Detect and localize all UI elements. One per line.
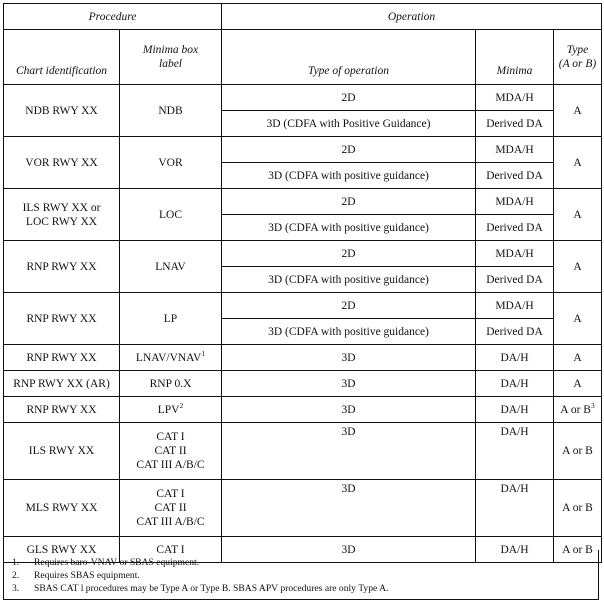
minima-header: Minima bbox=[476, 30, 554, 85]
footnote-number: 3. bbox=[12, 583, 20, 594]
type-cell: A bbox=[554, 293, 602, 345]
table-row bbox=[4, 241, 602, 267]
chart-id-cell: ILS RWY XX bbox=[4, 423, 120, 480]
minima-cell: MDA/H bbox=[476, 241, 554, 267]
minima-label-text: LPV bbox=[157, 403, 180, 416]
footnote-ref: 3 bbox=[590, 400, 595, 410]
minima-cell: MDA/H bbox=[476, 137, 554, 163]
operation-cell: 3D (CDFA with Positive Guidance) bbox=[222, 111, 476, 137]
minima-cell: Derived DA bbox=[476, 319, 554, 345]
footnote bbox=[4, 582, 598, 595]
minima-label-cell: LOC bbox=[120, 189, 222, 241]
minima-cell: DA/H bbox=[476, 537, 554, 563]
minima-label-line: CAT II bbox=[154, 445, 187, 457]
operation-cell: 3D bbox=[222, 423, 476, 480]
type-of-operation-header: Type of operation bbox=[222, 30, 476, 85]
operation-cell: 3D (CDFA with positive guidance) bbox=[222, 163, 476, 189]
chart-id-line2: LOC RWY XX bbox=[25, 215, 98, 228]
minima-label-line: CAT III A/B/C bbox=[136, 459, 205, 471]
table-row bbox=[4, 345, 602, 371]
chart-id-cell: RNP RWY XX bbox=[4, 345, 120, 371]
minima-label-cell: NDB bbox=[120, 85, 222, 137]
type-cell bbox=[554, 397, 602, 423]
type-cell: A or B bbox=[554, 480, 602, 537]
chart-identification-header: Chart identification bbox=[4, 30, 120, 85]
operation-cell: 3D bbox=[222, 345, 476, 371]
header-row-top bbox=[4, 4, 602, 30]
chart-id-cell: MLS RWY XX bbox=[4, 480, 120, 537]
table-row bbox=[4, 85, 602, 111]
table-row bbox=[4, 423, 602, 480]
header-row-sub bbox=[4, 30, 602, 85]
table-row bbox=[4, 189, 602, 215]
chart-id-cell bbox=[4, 189, 120, 241]
chart-id-cell: VOR RWY XX bbox=[4, 137, 120, 189]
type-cell: A bbox=[554, 241, 602, 293]
type-cell: A or B bbox=[554, 423, 602, 480]
type-cell: A bbox=[554, 345, 602, 371]
minima-label-cell bbox=[120, 397, 222, 423]
operation-cell: 2D bbox=[222, 241, 476, 267]
chart-id-cell: RNP RWY XX (AR) bbox=[4, 371, 120, 397]
minima-cell: DA/H bbox=[476, 345, 554, 371]
minima-cell: MDA/H bbox=[476, 189, 554, 215]
operation-cell: 3D bbox=[222, 397, 476, 423]
operation-cell: 3D (CDFA with positive guidance) bbox=[222, 319, 476, 345]
footnote bbox=[4, 556, 598, 569]
chart-id-cell: RNP RWY XX bbox=[4, 397, 120, 423]
footnote-ref: 1 bbox=[201, 348, 206, 358]
minima-label-cell: LNAV bbox=[120, 241, 222, 293]
footnote-ref: 2 bbox=[179, 400, 184, 410]
table-row bbox=[4, 371, 602, 397]
table-row bbox=[4, 480, 602, 537]
minima-cell: MDA/H bbox=[476, 85, 554, 111]
minima-label-cell bbox=[120, 480, 222, 537]
footnote-text: Requires SBAS equipment. bbox=[34, 570, 140, 581]
operation-cell: 2D bbox=[222, 85, 476, 111]
footnote-text: Requires baro-VNAV or SBAS equipment. bbox=[34, 557, 200, 568]
chart-id-cell: RNP RWY XX bbox=[4, 241, 120, 293]
minima-cell: DA/H bbox=[476, 397, 554, 423]
operation-cell: 3D bbox=[222, 537, 476, 563]
operation-cell: 2D bbox=[222, 293, 476, 319]
operation-cell: 3D bbox=[222, 480, 476, 537]
operation-cell: 2D bbox=[222, 137, 476, 163]
type-text: A or B bbox=[560, 403, 591, 416]
minima-label-line: CAT III A/B/C bbox=[136, 516, 205, 528]
minima-label-cell: VOR bbox=[120, 137, 222, 189]
chart-id-line1: ILS RWY XX or bbox=[22, 201, 101, 214]
minima-label-cell: LP bbox=[120, 293, 222, 345]
operation-cell: 2D bbox=[222, 189, 476, 215]
minima-cell: Derived DA bbox=[476, 267, 554, 293]
type-cell: A bbox=[554, 189, 602, 241]
type-cell: A bbox=[554, 137, 602, 189]
footnote bbox=[4, 569, 598, 582]
minima-label-line: CAT II bbox=[154, 502, 187, 514]
operation-cell: 3D (CDFA with positive guidance) bbox=[222, 267, 476, 293]
type-header-line2: (A or B) bbox=[558, 58, 597, 70]
minima-label-line: CAT I bbox=[156, 431, 185, 443]
minima-cell: DA/H bbox=[476, 371, 554, 397]
procedure-operation-table bbox=[3, 3, 602, 563]
footnotes bbox=[3, 550, 599, 600]
type-cell: A bbox=[554, 85, 602, 137]
footnote-text: SBAS CAT l procedures may be Type A or Type B. SBAS APV procedures are only Type A. bbox=[34, 583, 389, 594]
footnote-number: 2. bbox=[12, 570, 20, 581]
minima-cell: Derived DA bbox=[476, 163, 554, 189]
chart-id-cell: RNP RWY XX bbox=[4, 293, 120, 345]
operation-cell: 3D bbox=[222, 371, 476, 397]
footnote-number: 1. bbox=[12, 557, 20, 568]
table-row bbox=[4, 137, 602, 163]
minima-cell: MDA/H bbox=[476, 293, 554, 319]
minima-box-label-header bbox=[120, 30, 222, 85]
minima-cell: Derived DA bbox=[476, 111, 554, 137]
minima-label-text: LNAV/VNAV bbox=[135, 351, 202, 364]
minima-cell: DA/H bbox=[476, 423, 554, 480]
minima-box-label-line1: Minima box bbox=[142, 44, 199, 56]
type-header-line1: Type bbox=[566, 44, 589, 56]
operation-cell: 3D (CDFA with positive guidance) bbox=[222, 215, 476, 241]
table-row bbox=[4, 293, 602, 319]
type-header bbox=[554, 30, 602, 85]
minima-cell: Derived DA bbox=[476, 215, 554, 241]
operation-header: Operation bbox=[222, 4, 602, 30]
minima-label-cell: CAT I bbox=[120, 537, 222, 563]
type-cell: A bbox=[554, 371, 602, 397]
procedure-header: Procedure bbox=[4, 4, 222, 30]
minima-label-cell bbox=[120, 345, 222, 371]
minima-label-cell bbox=[120, 423, 222, 480]
minima-label-cell: RNP 0.X bbox=[120, 371, 222, 397]
minima-label-line: CAT I bbox=[156, 488, 185, 500]
chart-id-cell: GLS RWY XX bbox=[4, 537, 120, 563]
type-cell: A or B bbox=[554, 537, 602, 563]
table-row bbox=[4, 397, 602, 423]
minima-box-label-line2: label bbox=[159, 58, 182, 70]
minima-cell: DA/H bbox=[476, 480, 554, 537]
chart-id-cell: NDB RWY XX bbox=[4, 85, 120, 137]
